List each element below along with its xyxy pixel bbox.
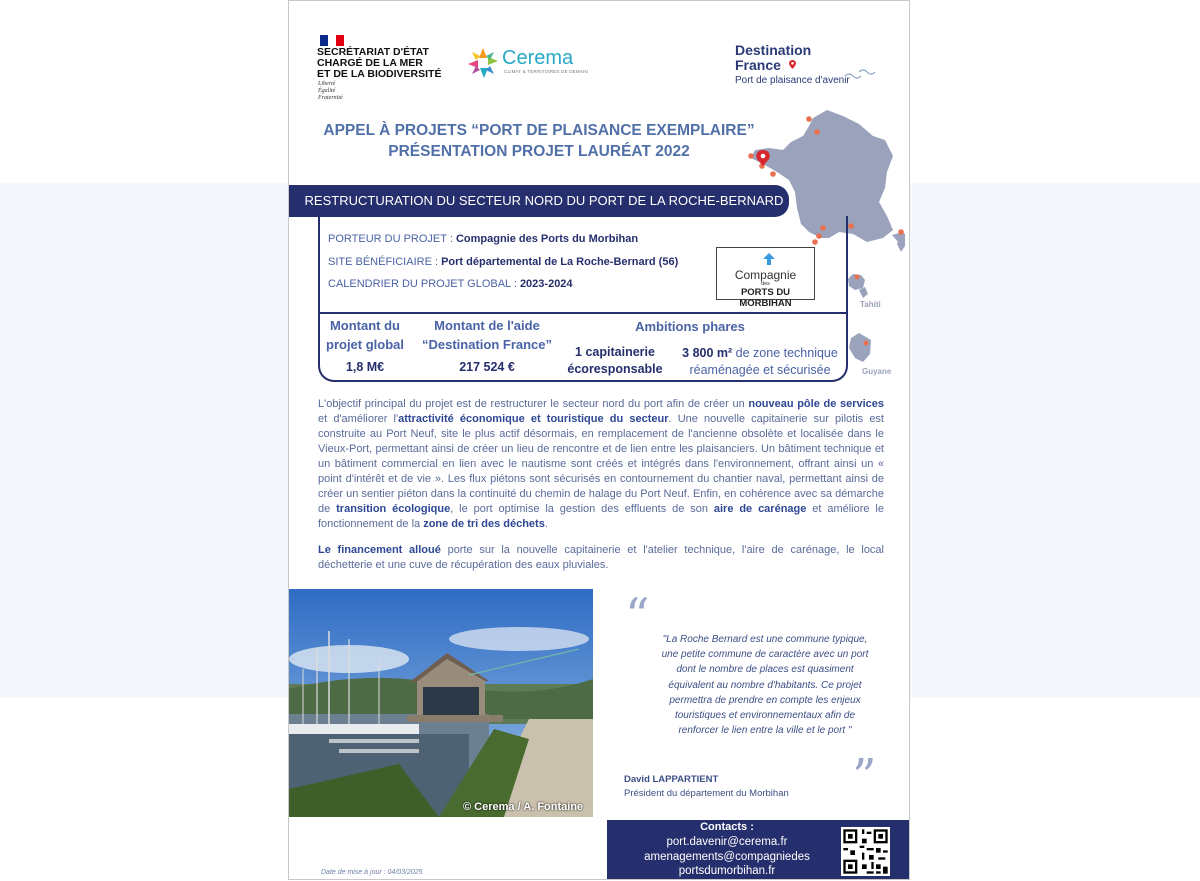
destination-line1: Destination <box>735 42 812 58</box>
aid-amount-label: Montant de l'aide “Destination France” <box>421 318 553 352</box>
page-subtitle: PRÉSENTATION PROJET LAURÉAT 2022 <box>388 143 690 160</box>
update-date: Date de mise à jour : 04/03/2025 <box>321 869 423 876</box>
cerema-name: Cerema <box>502 47 574 69</box>
ambition-2-text2: réaménagée et sécurisée <box>689 363 831 377</box>
partner-logo-line3: PORTS DU MORBIHAN <box>739 287 792 309</box>
photo-credit: © Cerema / A. Fontaine <box>463 801 584 813</box>
desc-highlight: attractivité économique et touristique du secteur <box>398 413 669 425</box>
project-owner-row <box>328 233 638 245</box>
partner-logo-line1: Compagnie <box>734 268 797 282</box>
map-label-guyane: Guyane <box>862 367 892 376</box>
ambition-1-text: 1 capitainerie écoresponsable <box>567 345 663 376</box>
desc-text: . <box>544 518 548 530</box>
project-calendar-row <box>328 278 573 290</box>
port-photo-image <box>289 589 593 817</box>
project-site-row <box>328 256 678 268</box>
desc-highlight: nouveau pôle de services <box>748 398 884 410</box>
ambition-2 <box>672 345 848 379</box>
contacts-box <box>607 820 910 880</box>
ambitions-label: Ambitions phares <box>635 319 745 334</box>
qr-code-icon <box>841 827 890 876</box>
page-title: APPEL À PROJETS “PORT DE PLAISANCE EXEMPLAIRE” <box>323 122 755 139</box>
desc-text: et améliore le fonctionnement de la <box>318 503 884 530</box>
quote-author: David LAPPARTIENT <box>624 774 719 785</box>
ministry-title: SECRÉTARIAT D'ÉTAT CHARGÉ DE LA MER ET DE LA BIODIVERSITÉ <box>317 46 442 80</box>
contact-email-compagnie-cont[interactable]: portsdumorbihan.fr <box>678 865 776 877</box>
desc-text: et d'améliorer l' <box>318 413 399 425</box>
map-label-tahiti: Tahiti <box>860 300 881 309</box>
partner-logo <box>716 247 815 309</box>
desc-highlight: transition écologique <box>336 503 451 515</box>
arrow-logo-icon <box>761 251 777 267</box>
project-banner-title: RESTRUCTURATION DU SECTEUR NORD DU PORT DE LA ROCHE-BERNARD <box>304 193 784 208</box>
project-owner-value: Compagnie des Ports du Morbihan <box>455 233 639 245</box>
destination-tagline: Port de plaisance d'avenir <box>735 75 850 86</box>
desc-highlight: Le financement alloué <box>318 544 441 556</box>
quote-open-icon: “ <box>625 588 650 644</box>
cerema-tagline: CLIMAT & TERRITOIRES DE DEMAIN <box>504 69 588 74</box>
destination-line2: France <box>735 57 781 73</box>
contact-email-compagnie[interactable]: amenagements@compagniedes <box>644 851 810 863</box>
location-pin-icon <box>789 60 796 69</box>
ambition-2-text1: de zone technique <box>732 346 838 360</box>
description-paragraph-2 <box>318 543 884 573</box>
project-site-value: Port départemental de La Roche-Bernard (56) <box>441 256 679 268</box>
desc-text: L'objectif principal du projet est de restructurer le secteur nord du port afin de créer un <box>318 398 749 410</box>
project-calendar-label: CALENDRIER DU PROJET GLOBAL : <box>328 278 520 290</box>
port-photo <box>289 589 593 817</box>
desc-text: porte sur la nouvelle capitainerie et l'atelier technique, l'aire de carénage, le local déchetterie et une cuve de récupération des eaux pluviales. <box>318 544 884 571</box>
fact-sheet-page <box>288 0 910 880</box>
quote-close-icon: ” <box>852 749 877 805</box>
french-flag-icon <box>320 35 344 46</box>
cerema-logo-icon <box>466 46 500 80</box>
desc-text: . Une nouvelle capitainerie sur pilotis est construite au Port Neuf, site le plus actif désormais, en remplacement de l'ancienne obsolète et localisée dans le Vieux-Port, permettant ainsi de créer un lieu de rencontre et de lien entre les plaisanciers. Un bâtiment technique et un bâtiment commercial en lien avec le nautisme sont créés et intégrés dans l'environnement, offrant ainsi un « point d'intérêt et de vie ». Les flux piétons sont sécurisés en contournement du chantier naval, permettant ainsi de créer un sentier piéton dans la continuité du chemin de halage du Port Neuf. Enfin, en cohérence avec sa démarche de <box>318 413 884 515</box>
ambition-2-value: 3 800 m² <box>682 346 733 360</box>
quote-text: "La Roche Bernard est une commune typique, une petite commune de caractère avec un port dont le nombre de places est quasiment équivalent au nombre d'habitants. Ce projet permettra de prendre en compte les enjeux touristiques et environnementaux afin de renforcer le lien entre la ville et le port " <box>661 634 869 737</box>
desc-text: , le port optimise la gestion des effluents de son <box>450 503 714 515</box>
project-owner-label: PORTEUR DU PROJET : <box>328 233 456 245</box>
description-paragraph-1 <box>318 397 884 532</box>
ambition-1 <box>563 344 667 378</box>
partner-logo-line2: des <box>761 281 770 287</box>
project-banner <box>289 185 789 217</box>
contacts-title: Contacts : <box>700 821 754 833</box>
aid-amount-value: 217 524 € <box>459 360 515 374</box>
info-divider <box>318 312 848 314</box>
waves-icon <box>845 68 877 80</box>
ministry-motto: Liberté Égalité Fraternité <box>318 81 343 101</box>
contact-email-cerema[interactable]: port.davenir@cerema.fr <box>666 836 788 848</box>
desc-highlight: aire de carénage <box>713 503 807 515</box>
global-amount-value: 1,8 M€ <box>345 360 385 374</box>
global-amount-label: Montant du projet global <box>326 318 404 352</box>
quote-author-role: Président du département du Morbihan <box>624 788 789 799</box>
desc-highlight: zone de tri des déchets <box>423 518 545 530</box>
project-calendar-value: 2023-2024 <box>519 278 573 290</box>
project-site-label: SITE BÉNÉFICIAIRE : <box>328 256 442 268</box>
